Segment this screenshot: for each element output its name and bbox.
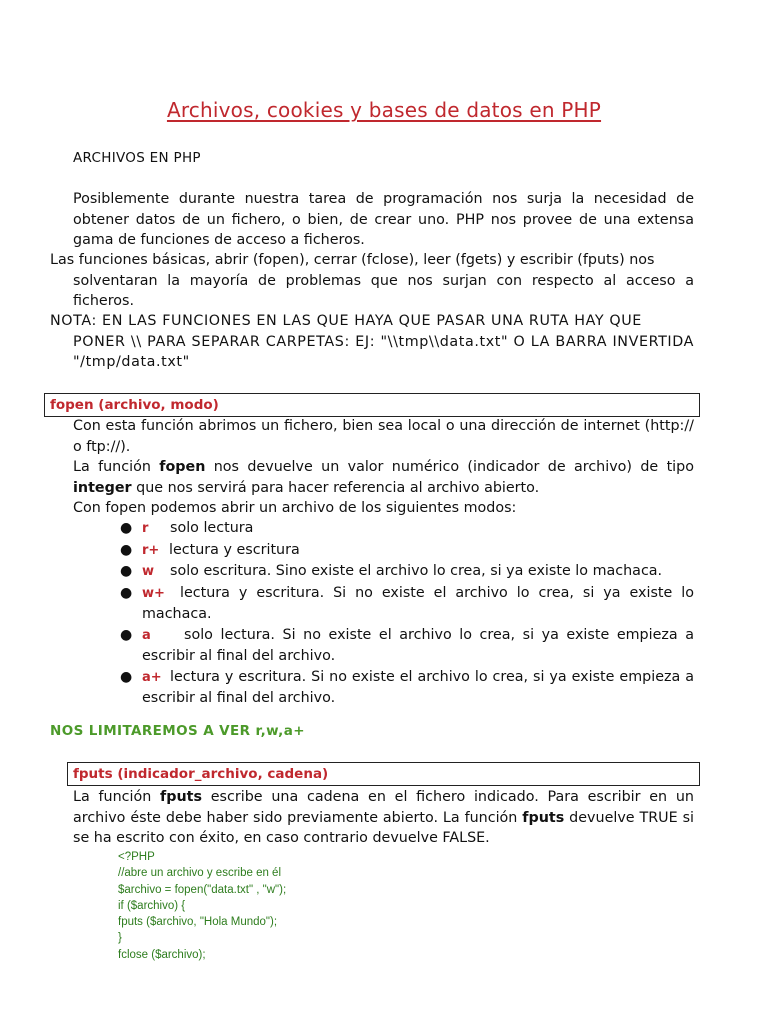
fputs-keyword: fputs xyxy=(160,789,203,805)
fopen-desc-2-c: que nos servirá para hacer referencia al archivo abierto. xyxy=(131,479,540,496)
code-line: $archivo = fopen("data.txt" , "w"); xyxy=(118,883,287,896)
basic-functions-rest: solventaran la mayoría de problemas que nos surjan con respecto al acceso a ficheros. xyxy=(73,272,694,309)
mode-text: solo lectura. Si no existe el archivo lo crea, si ya existe empieza a escribir al final del archivo. xyxy=(142,626,694,664)
list-item xyxy=(120,625,694,667)
mode-text: lectura y escritura. Si no existe el archivo lo crea, si ya existe lo machaca. xyxy=(142,584,694,622)
path-note-rest: PONER \\ PARA SEPARAR CARPETAS: EJ: "\\tmp\\data.txt" O LA BARRA INVERTIDA "/tmp/data.txt" xyxy=(73,333,694,370)
fputs-desc-b: escribe una cadena en el fichero indicado. Para escribir en un archivo éste debe haber sido previamente abierto. La función xyxy=(73,789,694,826)
section-heading-archivos: ARCHIVOS EN PHP xyxy=(73,150,201,166)
fopen-desc-3: Con fopen podemos abrir un archivo de los siguientes modos: xyxy=(73,500,517,516)
list-item xyxy=(120,540,694,562)
mode-code: w+ xyxy=(142,585,165,601)
mode-text: solo escritura. Sino existe el archivo lo crea, si ya existe lo machaca. xyxy=(170,563,663,579)
limit-note: NOS LIMITAREMOS A VER r,w,a+ xyxy=(50,723,305,739)
fopen-desc-2-b: nos devuelve un valor numérico (indicador de archivo) de tipo xyxy=(205,459,694,475)
php-code-example xyxy=(118,849,286,963)
code-line: fclose ($archivo); xyxy=(118,948,206,961)
list-item xyxy=(120,518,694,540)
mode-code: a xyxy=(142,627,151,643)
list-item xyxy=(120,667,694,709)
list-item xyxy=(120,561,694,583)
code-line: if ($archivo) { xyxy=(118,899,186,912)
bullet-icon: ● xyxy=(120,626,133,643)
list-item xyxy=(120,583,694,625)
mode-text: lectura y escritura. Si no existe el archivo lo crea, si ya existe empieza a escribir al final del archivo. xyxy=(142,668,694,706)
fopen-desc-1: Con esta función abrimos un fichero, bien sea local o una dirección de internet (http:// o ftp://). xyxy=(73,418,694,455)
basic-functions-first-line: Las funciones básicas, abrir (fopen), cerrar (fclose), leer (fgets) y escribir (fputs) nos xyxy=(50,252,655,268)
fputs-description xyxy=(73,787,694,849)
mode-text: lectura y escritura xyxy=(169,541,300,558)
fputs-keyword-2: fputs xyxy=(522,809,565,826)
fopen-keyword: fopen xyxy=(159,459,206,475)
bullet-icon: ● xyxy=(120,563,133,579)
code-line: //abre un archivo y escribe en él xyxy=(118,867,282,880)
code-line: fputs ($archivo, "Hola Mundo"); xyxy=(118,916,278,929)
intro-paragraph: Posiblemente durante nuestra tarea de programación nos surja la necesidad de obtener datos de un fichero, o bien, de crear uno. PHP nos provee de una extensa gama de funciones de acceso a ficheros. xyxy=(73,191,694,248)
path-note-first-line: NOTA: EN LAS FUNCIONES EN LAS QUE HAYA QUE PASAR UNA RUTA HAY QUE xyxy=(50,313,642,329)
bullet-icon: ● xyxy=(120,541,133,558)
bullet-icon: ● xyxy=(120,668,133,685)
basic-functions-paragraph xyxy=(50,250,694,312)
mode-code: r+ xyxy=(142,542,160,558)
integer-keyword: integer xyxy=(73,479,132,496)
fopen-desc-2-a: La función xyxy=(73,459,160,475)
bullet-icon: ● xyxy=(120,584,133,601)
mode-code: a+ xyxy=(142,669,162,685)
fopen-desc-2 xyxy=(73,457,694,498)
mode-code: w xyxy=(142,564,155,579)
fopen-modes-list xyxy=(120,518,694,709)
fopen-signature-box: fopen (archivo, modo) xyxy=(44,393,700,417)
code-line: } xyxy=(118,932,122,945)
bullet-icon: ● xyxy=(120,520,133,536)
mode-text: solo lectura xyxy=(170,520,254,536)
fputs-desc-a: La función xyxy=(73,789,161,805)
fputs-desc-c: devuelve TRUE si se ha escrito con éxito, en caso contrario devuelve FALSE. xyxy=(73,809,694,846)
path-note xyxy=(50,311,694,373)
code-line: <?PHP xyxy=(118,851,155,863)
fopen-description xyxy=(73,416,694,519)
page-title: Archivos, cookies y bases de datos en PHP xyxy=(166,98,602,122)
fputs-signature-box: fputs (indicador_archivo, cadena) xyxy=(67,762,700,786)
mode-code: r xyxy=(142,521,149,536)
